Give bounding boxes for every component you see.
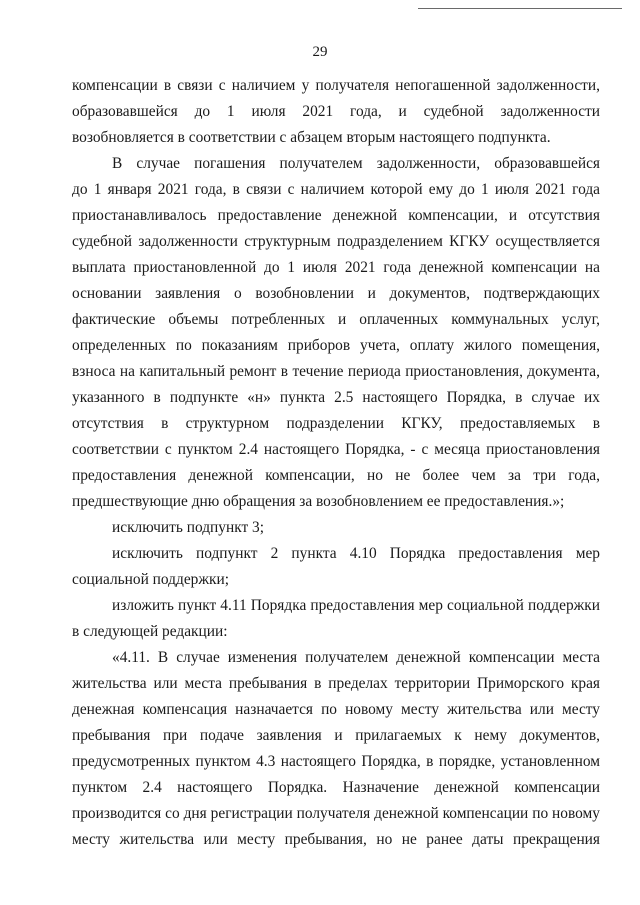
text-line: В случае погашения получателем задолженности, образовавшейся xyxy=(112,155,600,172)
text-line: основании заявления о возобновлении и документов, подтверждающих xyxy=(72,285,600,302)
text-line: исключить подпункт 2 пункта 4.10 Порядка предоставления мер xyxy=(112,545,600,562)
text-line: производится со дня регистрации получателя денежной компенсации по новому xyxy=(72,805,600,822)
text-line: соответствии с пунктом 2.4 настоящего Порядка, - с месяца приостановления xyxy=(72,441,600,458)
text-line: фактические объемы потребленных и оплаченных коммунальных услуг, xyxy=(72,311,600,328)
text-line: указанного в подпункте «н» пункта 2.5 настоящего Порядка, в случае их xyxy=(72,389,600,406)
text-line: предоставления денежной компенсации, но не более чем за три года, xyxy=(72,467,600,484)
text-line: денежная компенсация назначается по новому месту жительства или месту xyxy=(72,701,600,718)
text-line: взноса на капитальный ремонт в течение периода приостановления, документа, xyxy=(72,363,600,380)
text-line: социальной поддержки; xyxy=(72,571,229,588)
text-line: изложить пункт 4.11 Порядка предоставления мер социальной поддержки xyxy=(112,597,600,614)
text-line: предусмотренных пунктом 4.3 настоящего Порядка, в порядке, установленном xyxy=(72,753,600,770)
text-line: жительства или места пребывания в пределах территории Приморского края xyxy=(72,675,600,692)
text-line: отсутствия в структурном подразделении КГКУ, предоставляемых в xyxy=(72,415,600,432)
text-line: «4.11. В случае изменения получателем денежной компенсации места xyxy=(112,649,600,666)
text-line: выплата приостановленной до 1 июля 2021 года денежной компенсации на xyxy=(72,259,600,276)
text-line: предшествующие дню обращения за возобновлением ее предоставления.»; xyxy=(72,493,565,510)
text-line: пребывания при подаче заявления и прилагаемых к нему документов, xyxy=(72,727,600,744)
text-line: до 1 января 2021 года, в связи с наличием которой ему до 1 июля 2021 года xyxy=(72,181,600,198)
text-line: месту жительства или месту пребывания, но не ранее даты прекращения xyxy=(72,831,600,848)
top-rule xyxy=(418,8,622,9)
text-line: исключить подпункт 3; xyxy=(112,519,265,536)
page-number: 29 xyxy=(312,44,328,60)
text-line: судебной задолженности структурным подразделением КГКУ осуществляется xyxy=(72,233,600,250)
text-line: в следующей редакции: xyxy=(72,623,228,640)
text-line: определенных по показаниям приборов учета, оплату жилого помещения, xyxy=(72,337,600,354)
text-line: пунктом 2.4 настоящего Порядка. Назначение денежной компенсации xyxy=(72,779,600,796)
text-line: возобновляется в соответствии с абзацем вторым настоящего подпункта. xyxy=(72,129,551,146)
text-line: образовавшейся до 1 июля 2021 года, и судебной задолженности xyxy=(72,103,600,120)
text-line: приостанавливалось предоставление денежной компенсации, и отсутствия xyxy=(72,207,600,224)
text-line: компенсации в связи с наличием у получателя непогашенной задолженности, xyxy=(72,77,600,94)
